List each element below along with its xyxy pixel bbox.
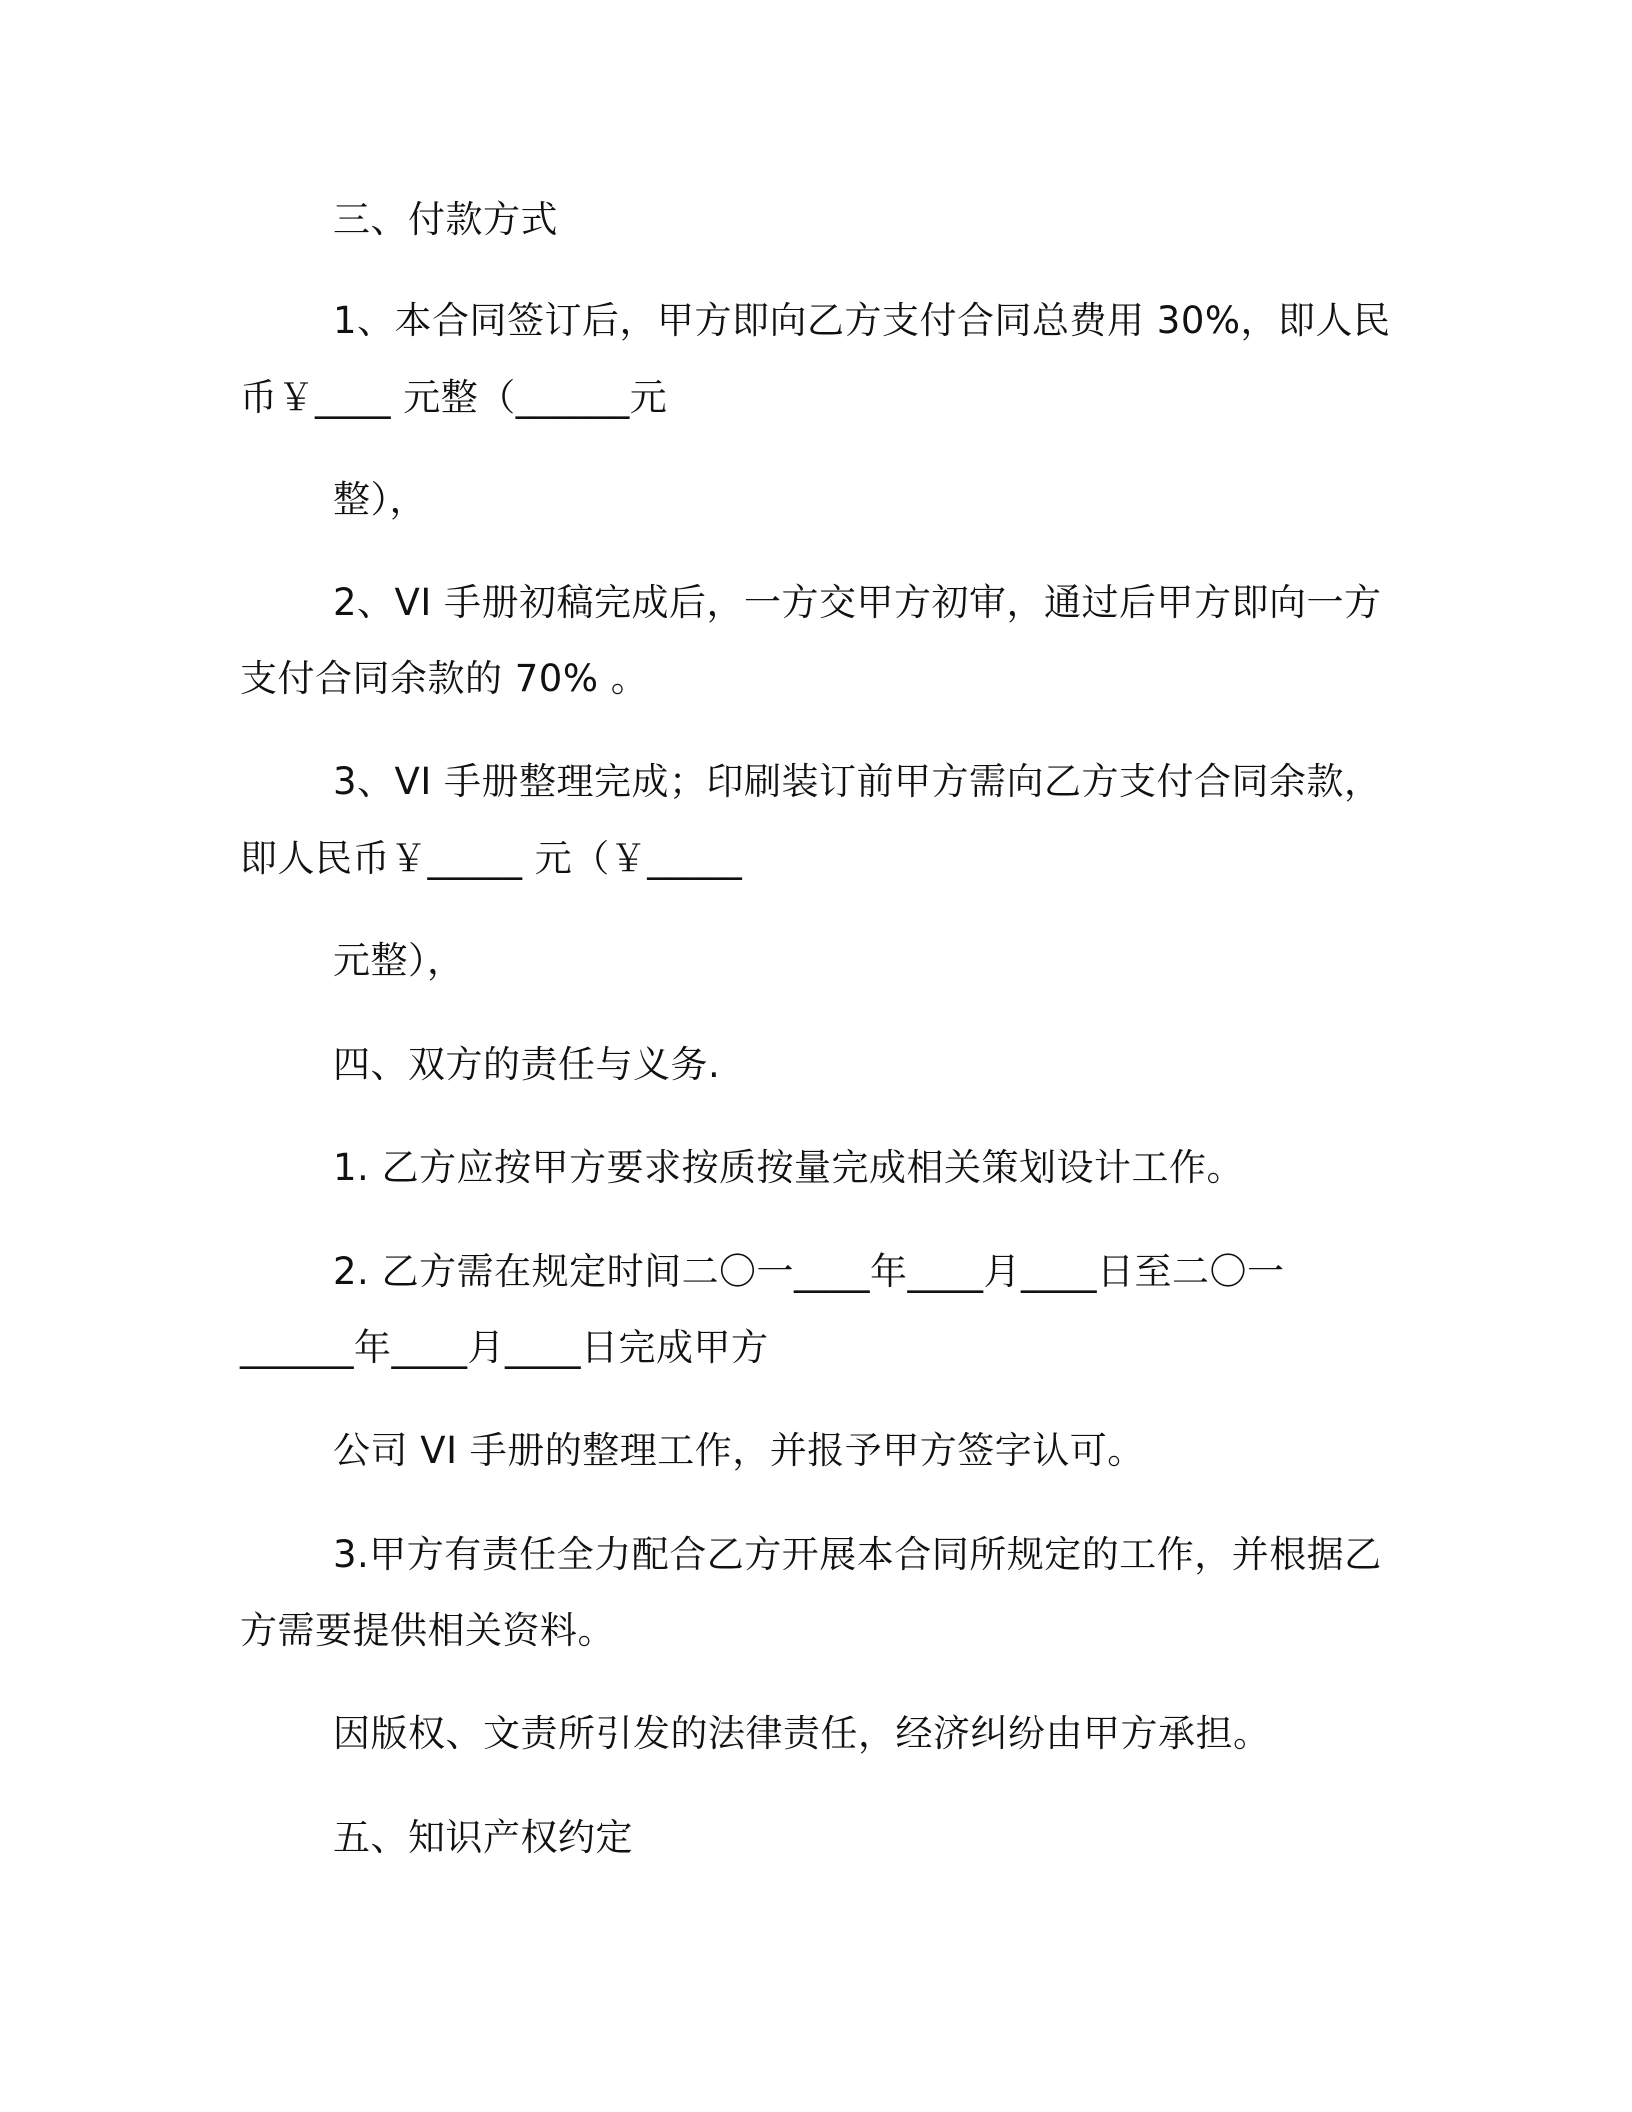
clause-line: 元整）， (333, 939, 465, 982)
clause-line: 2. 乙方需在规定时间二〇一____年____月____日至二〇一 (333, 1250, 1285, 1293)
clause-line: 1、本合同签订后，甲方即向乙方支付合同总费用 30%，即人民 (333, 299, 1391, 342)
clause-line: 方需要提供相关资料。 (240, 1609, 615, 1652)
clause-line: 3.甲方有责任全力配合乙方开展本合同所规定的工作，并根据乙 (333, 1533, 1382, 1576)
clause-line: 1. 乙方应按甲方要求按质按量完成相关策划设计工作。 (333, 1146, 1245, 1189)
clause-line: 整）， (333, 478, 427, 521)
clause-line: 币￥____ 元整（______元 (240, 376, 668, 419)
clause-line: 公司 VI 手册的整理工作，并报予甲方签字认可。 (333, 1429, 1145, 1472)
section-heading-ip: 五、知识产权约定 (333, 1816, 633, 1859)
clause-line: 支付合同余款的 70% 。 (240, 657, 649, 700)
clause-line: 3、VI 手册整理完成；印刷装订前甲方需向乙方支付合同余款， (333, 760, 1382, 803)
clause-line: ______年____月____日完成甲方 (240, 1326, 769, 1369)
section-heading-responsibilities: 四、双方的责任与义务. (333, 1043, 721, 1086)
clause-line: 2、VI 手册初稿完成后，一方交甲方初审，通过后甲方即向一方 (333, 581, 1382, 624)
section-heading-payment: 三、付款方式 (333, 198, 558, 241)
clause-line: 因版权、文责所引发的法律责任，经济纠纷由甲方承担。 (333, 1712, 1271, 1755)
clause-line: 即人民币￥_____ 元（￥_____ (240, 837, 743, 880)
